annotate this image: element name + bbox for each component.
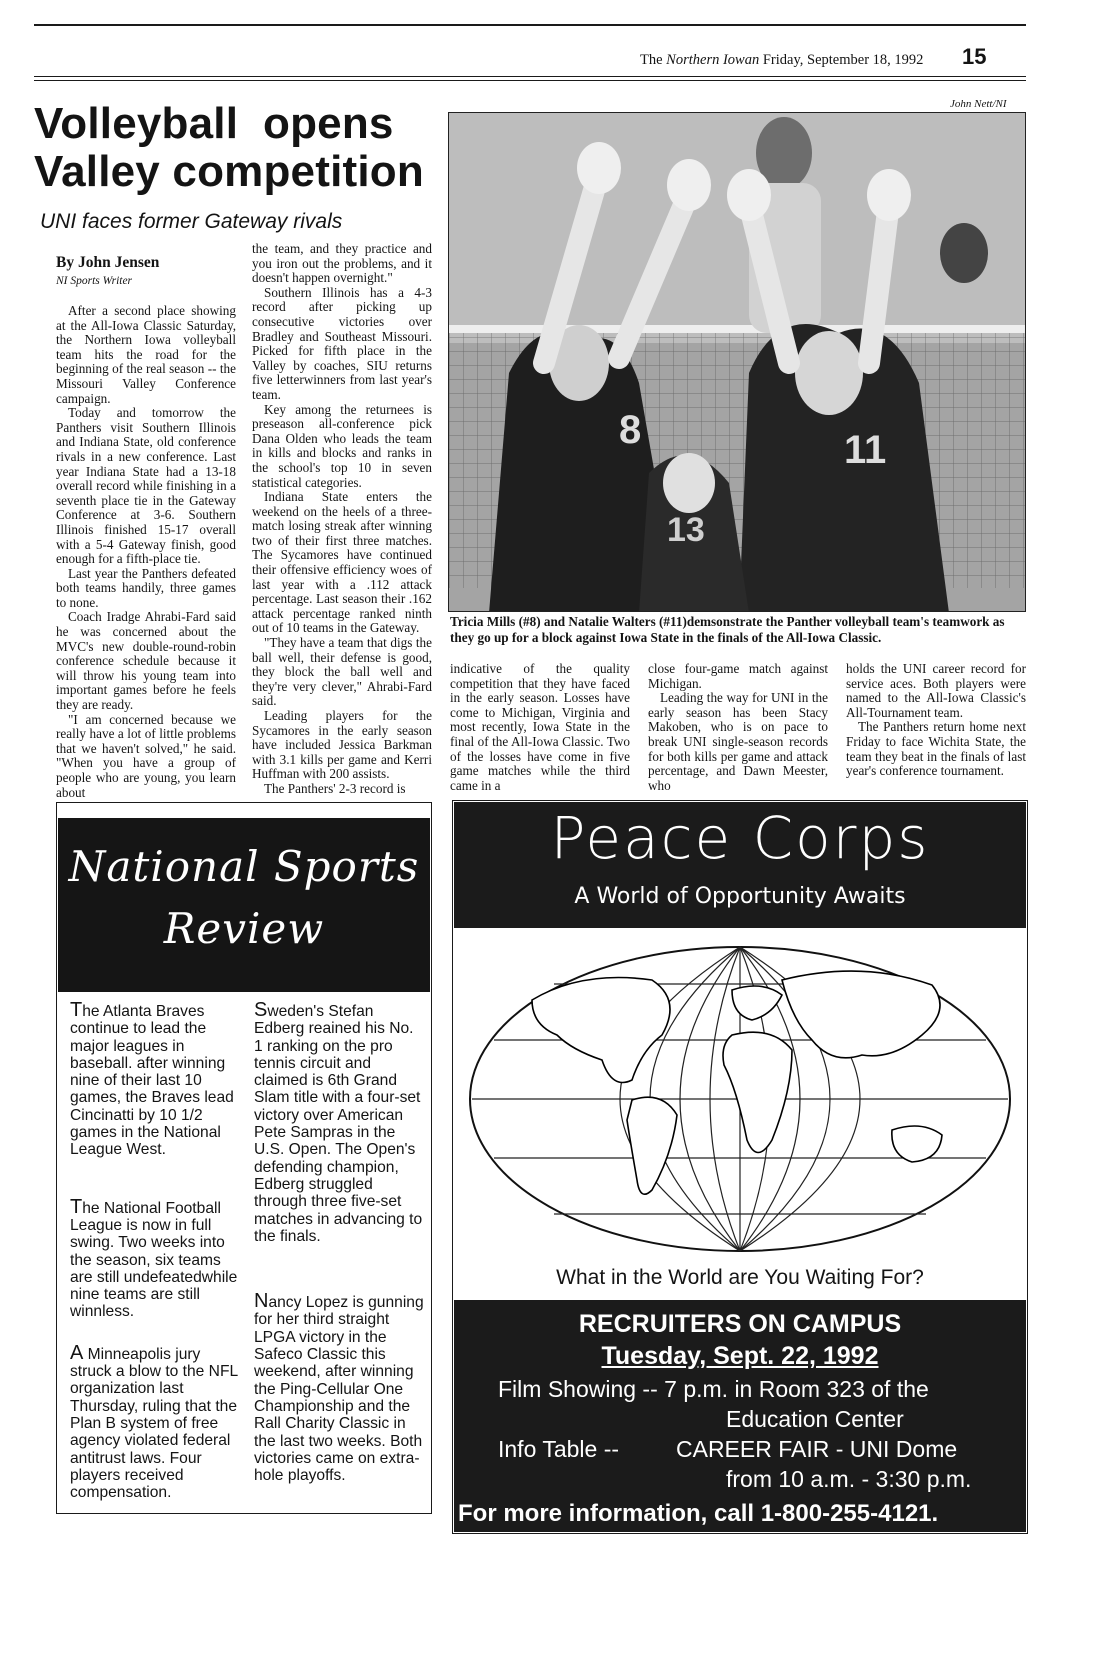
sports-review-column-left <box>70 999 242 1518</box>
paragraph: Leading players for the Sycamores in the early season have included Jessica Barkman with 3.1 kills per game and Kerri Huffman with 200 assists. <box>252 708 432 782</box>
article-column-5 <box>846 662 1026 779</box>
sports-item <box>70 1195 242 1321</box>
sports-item-text: weden's Stefan Edberg reained his No. 1 ranking on the pro tennis circuit and claimed is 6th Grand Slam title with a four-set victory over American Pete Sampras in the U.S. Open. The Open's defending champion, Edberg struggled through three five-set matches in advancing to the finals. <box>254 1003 423 1245</box>
photo-credit: John Nett/NI <box>950 98 1007 110</box>
paragraph: Last year the Panthers defeated both teams handily, three games to none. <box>56 565 236 610</box>
jersey-number: 8 <box>619 408 642 452</box>
peace-corps-question: What in the World are You Waiting For? <box>556 1266 924 1289</box>
film-showing: Film Showing -- 7 p.m. in Room 323 of the <box>498 1376 929 1402</box>
recruiters-heading: RECRUITERS ON CAMPUS <box>578 1310 902 1338</box>
world-map-icon <box>462 940 1018 1258</box>
paper-name: Northern Iowan <box>666 52 760 68</box>
headline-line-1: Volleyball opens <box>34 99 394 148</box>
drop-cap: T <box>70 1195 83 1218</box>
subhead: UNI faces former Gateway rivals <box>40 210 343 233</box>
drop-cap: S <box>254 999 268 1021</box>
top-rule <box>34 24 1026 26</box>
peace-corps-title: Peace Corps <box>550 804 930 872</box>
paragraph: Leading the way for UNI in the early season has been Stacy Makoben, who is on pace to break UNI single-season records for both kills per game and attack percentage, and Dawn Meester, who <box>648 690 828 793</box>
photo-backdrop <box>449 113 1026 343</box>
sports-review-title-1: National Sports <box>68 842 420 891</box>
film-location: Education Center <box>726 1406 904 1432</box>
recruiting-info <box>454 1300 1026 1532</box>
info-table-label: Info Table -- <box>498 1436 620 1462</box>
sports-item-text: he National Football League is now in full swing. Two weeks into the season, six teams are still undefeatedwhile nine teams are still winnless. <box>70 1199 238 1321</box>
sports-item-text: he Atlanta Braves continue to lead the major leagues in baseball. after winning nine of their last 10 games, the Braves lead Cincinatti by 10 1/2 games in the National League West. <box>70 1003 234 1159</box>
paragraph: Indiana State enters the weekend on the heels of a three-match losing streak after winning two of their first three matches. The Sycamores have continued their offensive efficiency woes of last year with a .112 attack percentage. Last season their .162 attack percentage ranked ninth out of 10 teams in the Gateway. <box>252 489 432 636</box>
paragraph: "They have a team that digs the ball well, their defense is good, they block the ball well and they're very clever," Ahrabi-Fard said. <box>252 635 432 709</box>
player-middle-face <box>663 453 715 513</box>
article-column-4 <box>648 662 828 793</box>
masthead-rule-top <box>34 76 1026 77</box>
paragraph: Key among the returnees is preseason all-conference pick Dana Olden who leads the team in kills and blocks and ranks in the school's top 10 in seven statistical categories. <box>252 401 432 490</box>
player-right-face <box>795 331 863 415</box>
paragraph: The Panthers' 2-3 record is <box>264 780 406 796</box>
paragraph: indicative of the quality competition that they have faced in the early season. Losses have come to Michigan, Virginia and most recently, Iowa State in the final of the All-Iowa Classic. Two of the losses have come in five game matches while the third came in a <box>450 661 630 793</box>
sports-item <box>70 999 242 1159</box>
sports-review-title-2: Review <box>163 904 325 953</box>
drop-cap: A <box>70 1341 84 1364</box>
headline-line-2: Valley competition <box>34 147 424 196</box>
article-column-2 <box>252 242 432 797</box>
info-table-time: from 10 a.m. - 3:30 p.m. <box>726 1466 972 1492</box>
paragraph: Today and tomorrow the Panthers visit Southern Illinois and Indiana State, old conference rivals in a new conference. Last year Indiana State had a 13-18 overall record while finishing in a seventh place tie in the Gateway Conference at 3-6. Southern Illinois finished 15-17 overall with a 5-4 Gateway finish, good enough for a fifth-place tie. <box>56 405 236 567</box>
paragraph: Southern Illinois has a 4-3 record after picking up consecutive victories over Bradley and Southeast Missouri. Picked for fifth place in the Valley by coaches, SIU returns five letterwinners from last year's team. <box>252 284 432 402</box>
paragraph: Coach Iradge Ahrabi-Fard said he was concerned about the MVC's new double-round-robin conference schedule because it will throw his young team into important games before he feels they are ready. <box>56 609 236 713</box>
drop-cap: T <box>70 999 83 1021</box>
page-number: 15 <box>962 44 987 69</box>
masthead <box>640 52 923 69</box>
drop-cap: N <box>254 1290 269 1313</box>
masthead-the: The <box>640 52 663 68</box>
sports-item <box>254 1290 424 1485</box>
issue-date: Friday, September 18, 1992 <box>762 52 924 68</box>
sports-item <box>70 1341 242 1502</box>
info-table-place: CAREER FAIR - UNI Dome <box>676 1436 958 1462</box>
sports-item-text: Minneapolis jury struck a blow to the NFL organization last Thursday, ruling that the Plan B system of free agency violated federal antitrust laws. Four players received compensation. <box>70 1345 238 1502</box>
jersey-number: 13 <box>667 511 705 549</box>
photo-caption: Tricia Mills (#8) and Natalie Walters (#11)demsonstrate the Panther volleyball team's teamwork as they go up for a block against Iowa State in the finals of the All-Iowa Classic. <box>450 614 1005 645</box>
volleyball-photo-illustration <box>449 113 1026 612</box>
peace-corps-tagline: A World of Opportunity Awaits <box>574 884 906 909</box>
paragraph: the team, and they practice and you iron out the problems, and it doesn't happen overnight." <box>252 241 432 286</box>
paragraph: The Panthers return home next Friday to face Wichita State, the team they beat in the finals of last year's conference tournament. <box>846 719 1026 779</box>
paragraph: close four-game match against Michigan. <box>648 661 828 691</box>
paragraph: "I am concerned because we really have a lot of little problems that we haven't solved," he said. "When you have a group of people who are young, you learn about <box>56 711 236 800</box>
volleyball-photo <box>448 112 1026 612</box>
byline-title: NI Sports Writer <box>56 275 133 287</box>
sports-item-text: ancy Lopez is gunning for her third straight LPGA victory in the Safeco Classic this weekend, after winning the Ping-Cellular One Championship and the Rall Charity Classic in the last two weeks. Both victories came on extra-hole playoffs. <box>254 1294 424 1485</box>
sports-review-banner <box>58 818 430 992</box>
contact-line: For more information, call 1-800-255-4121. <box>458 1500 939 1527</box>
peace-corps-header <box>454 802 1026 928</box>
article-column-1 <box>56 304 236 800</box>
byline: By John Jensen <box>56 254 160 271</box>
masthead-rule-bottom <box>34 80 1026 81</box>
net-band <box>449 325 1026 333</box>
sports-review-column-right <box>254 999 424 1501</box>
jersey-number: 11 <box>844 428 887 472</box>
spectator <box>940 223 988 283</box>
sports-item <box>254 999 424 1245</box>
recruiting-date: Tuesday, Sept. 22, 1992 <box>601 1342 879 1370</box>
article-column-3 <box>450 662 630 793</box>
headline <box>34 100 434 196</box>
paragraph: After a second place showing at the All-Iowa Classic Saturday, the Northern Iowa volleyball team hits the road for the beginning of the real season -- the Missouri Valley Conference campaign. <box>56 303 236 406</box>
paragraph: holds the UNI career record for service aces. Both players were named to the All-Iowa Classic's All-Tournament team. <box>846 661 1026 720</box>
